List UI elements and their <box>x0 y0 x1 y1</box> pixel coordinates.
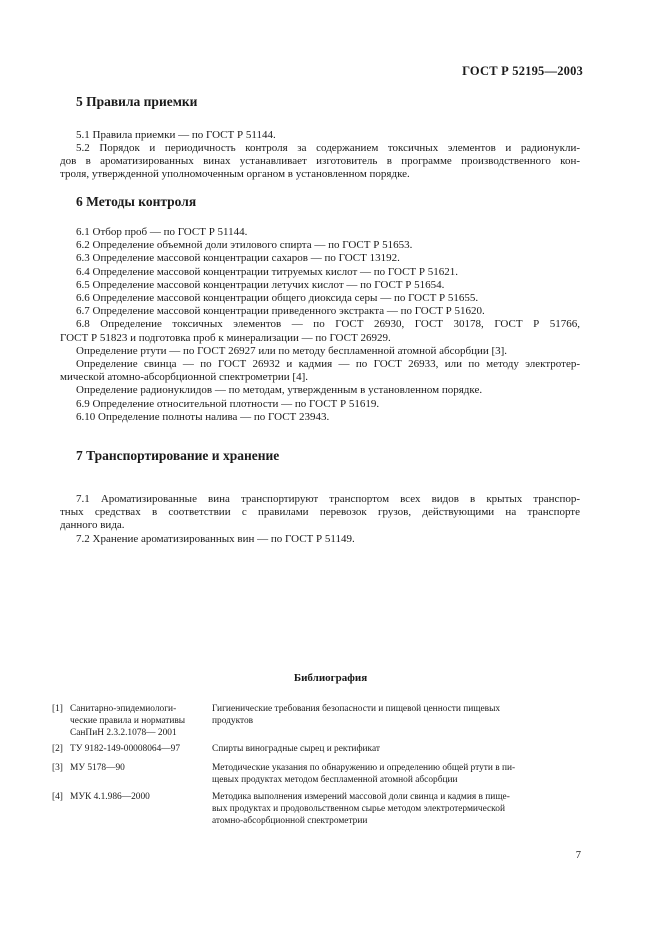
list-item: 6.1 Отбор проб — по ГОСТ Р 51144. <box>76 226 248 238</box>
entry-description <box>212 704 578 728</box>
entry-source <box>70 763 208 775</box>
list-item: 6.3 Определение массовой концентрации сахаров — по ГОСТ 13192. <box>76 252 400 265</box>
text-line: 7.1 Ароматизированные вина транспортируют транспортом всех видов в крытых транспор- <box>76 493 580 505</box>
text-line: ТУ 9182-149-00008064—97 <box>70 744 181 754</box>
text-line: ческие правила и нормативы <box>70 715 186 726</box>
entry-description <box>212 763 578 787</box>
text-line: троля, утвержденной уполномоченным органом в установленном порядке. <box>60 168 410 181</box>
entry-number: [3] <box>52 763 63 773</box>
text-line: Спирты виноградные сырец и ректификат <box>212 744 380 754</box>
text-line: щевых продуктах методом беспламенной атомной абсорбции <box>212 774 458 785</box>
text-line: дов в ароматизированных винах устанавливает изготовитель в программе производственного кон- <box>60 155 580 168</box>
text-line: 5.2 Порядок и периодичность контроля за содержанием токсичных элементов и радионукли- <box>76 142 580 154</box>
entry-description <box>212 792 578 827</box>
list-item: 6.2 Определение объемной доли этилового спирта — по ГОСТ Р 51653. <box>76 239 413 252</box>
entry-source <box>70 704 208 739</box>
list-item: 6.7 Определение массовой концентрации приведенного экстракта — по ГОСТ Р 51620. <box>76 305 485 318</box>
text-line: мической атомно-абсорбционной спектрометрии [4]. <box>60 371 309 384</box>
text-line: продуктов <box>212 715 254 726</box>
entry-source <box>70 744 208 756</box>
text-line: ГОСТ Р 51823 и подготовка проб к минерализации — по ГОСТ 26929. <box>60 331 391 344</box>
list-item: 6.4 Определение массовой концентрации титруемых кислот — по ГОСТ Р 51621. <box>76 265 458 278</box>
document-code: ГОСТ Р 52195—2003 <box>462 64 583 78</box>
text-line: атомно-абсорбционной спектрометрии <box>212 815 368 826</box>
page-number: 7 <box>575 850 581 861</box>
entry-source <box>70 792 208 804</box>
text-line: 7.2 Хранение ароматизированных вин — по ГОСТ Р 51149. <box>76 533 355 545</box>
bibliography-title: Библиография <box>293 672 368 684</box>
section-5-paragraph-2 <box>60 142 580 182</box>
text-line: МУК 4.1.986—2000 <box>70 792 150 802</box>
list-item: 6.9 Определение относительной плотности — по ГОСТ Р 51619. <box>76 397 380 410</box>
entry-number: [4] <box>52 792 63 802</box>
text-line: Методика выполнения измерений массовой доли свинца и кадмия в пище- <box>212 792 510 802</box>
entry-number: [2] <box>52 744 63 754</box>
text-line: Гигиенические требования безопасности и пищевой ценности пищевых <box>212 704 501 714</box>
section-5-paragraph-1 <box>60 129 580 142</box>
section-5-title: 5 Правила приемки <box>76 94 198 109</box>
text-line: СанПиН 2.3.2.1078— 2001 <box>70 727 177 738</box>
section-7-paragraph-1 <box>60 493 580 533</box>
list-item: 6.10 Определение полноты налива — по ГОСТ 23943. <box>76 410 330 423</box>
text-line: Определение свинца — по ГОСТ 26932 и кадмия — по ГОСТ 26933, или по методу электротер- <box>76 358 580 371</box>
text-line: тных средствах в соответствии с правилами перевозок грузов, действующими на транспорте <box>60 506 580 519</box>
text-line: МУ 5178—90 <box>70 763 125 773</box>
section-7-paragraph-2 <box>60 533 580 546</box>
section-6-title: 6 Методы контроля <box>76 194 197 209</box>
list-item: 6.8 Определение токсичных элементов — по ГОСТ 26930, ГОСТ 30178, ГОСТ Р 51766, <box>76 318 580 331</box>
list-item: 6.6 Определение массовой концентрации общего диоксида серы — по ГОСТ Р 51655. <box>76 292 479 305</box>
text-line: Методические указания по обнаружению и определению общей ртути в пи- <box>212 763 516 773</box>
text-line: данного вида. <box>60 519 125 532</box>
text-line: Определение радионуклидов — по методам, утвержденным в установленном порядке. <box>76 384 483 397</box>
text-line: Санитарно-эпидемиологи- <box>70 704 177 714</box>
entry-description <box>212 744 578 756</box>
text-line: 5.1 Правила приемки — по ГОСТ Р 51144. <box>76 129 276 141</box>
text-line: вых продуктах и продовольственном сырье методом электротермической <box>212 803 505 814</box>
list-item: 6.5 Определение массовой концентрации летучих кислот — по ГОСТ Р 51654. <box>76 278 445 291</box>
entry-number: [1] <box>52 704 63 714</box>
text-line: Определение ртути — по ГОСТ 26927 или по методу беспламенной атомной абсорбции [3]. <box>76 344 508 357</box>
section-7-title: 7 Транспортирование и хранение <box>76 448 280 463</box>
section-6-list <box>60 226 580 424</box>
